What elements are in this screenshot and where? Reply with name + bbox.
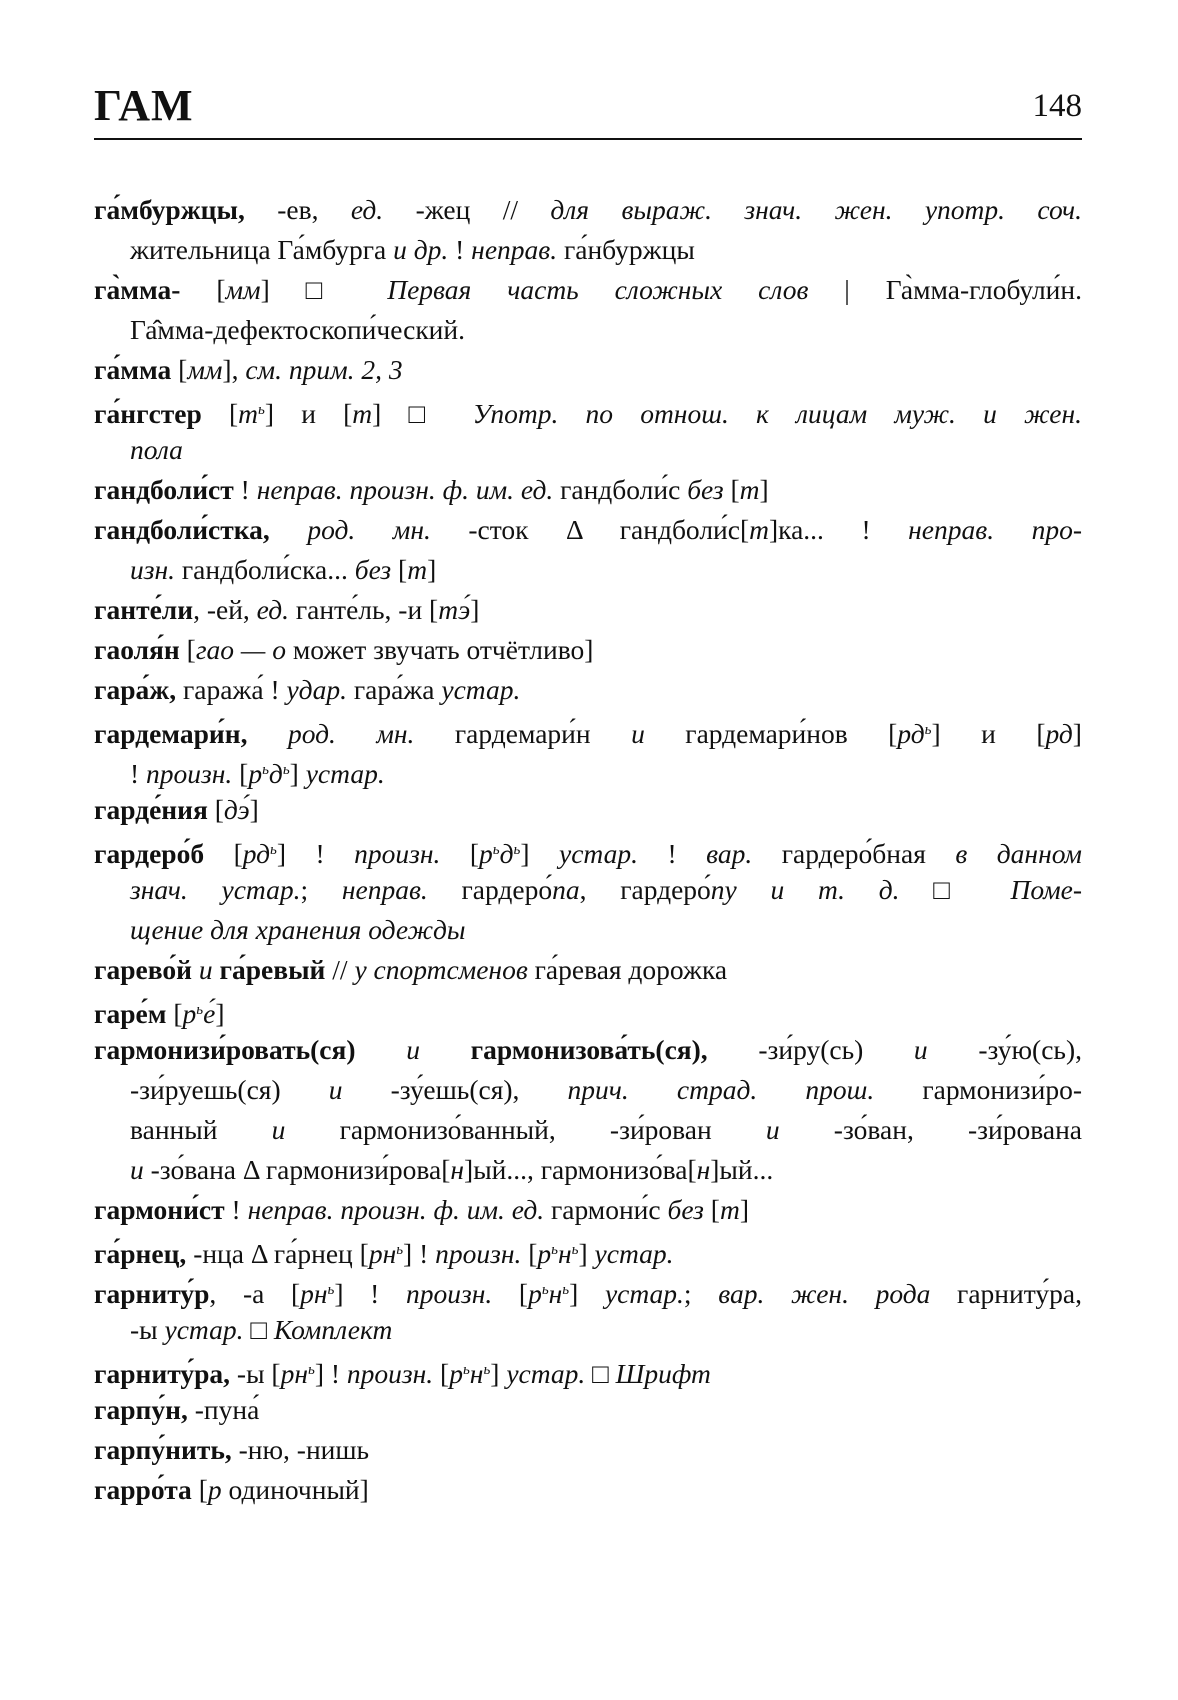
italic-label: без [667,1194,704,1225]
entry-continuation-line [130,1070,1082,1110]
headword: га́нгстер [94,398,202,429]
italic-label: па [552,874,580,905]
italic-label: вар. [706,838,753,869]
soft-sign-superscript: ь [541,1282,549,1298]
entry-text: -зо́вана Δ гармонизи́рова[ [143,1154,451,1185]
entry-line [94,1190,1082,1230]
entry-text: ] [490,1358,507,1389]
entry-line [94,470,1082,510]
entry-line [94,350,1082,390]
entry-text: -нца Δ га́рнец [ [186,1238,369,1269]
entry-text: ]ка... ! [769,514,909,545]
entry-text: -пуна́ [187,1394,260,1425]
entry-text: [ [191,1474,208,1505]
italic-label: т [719,1194,740,1225]
entry-text: ] [578,1238,595,1269]
italic-label: см. прим. 2, 3 [245,354,403,385]
entry-text [420,1034,471,1065]
entry-text: [ [521,1238,538,1269]
entry-text: ], [222,354,246,385]
entry-text: ; [683,1278,719,1309]
entry-text [247,718,287,749]
italic-label: для выраж. знач. жен. употр. соч. [550,194,1082,225]
entry-text: ] ! [403,1238,436,1269]
entry-text: ! [448,234,472,265]
soft-sign-superscript: ь [483,1362,491,1378]
italic-label: ед. [256,594,289,625]
entry-text: гармонизо́ванный, -зи́рован [285,1114,766,1145]
entry-text: [ [207,794,224,825]
headword: гарро́та [94,1474,192,1505]
entry-line [94,1390,1082,1430]
soft-sign-superscript: ь [551,1242,558,1258]
entry-text: -зи́руешь(ся) [130,1074,329,1105]
header-rule [94,138,1082,140]
italic-label: р [182,998,197,1029]
entry-continuation-line [130,1310,1082,1350]
soft-sign-superscript: ь [258,402,265,418]
italic-label: рд [897,718,925,749]
italic-label: гао — о [195,634,287,665]
italic-label: произн. [435,1238,522,1269]
entry-text: ванный [130,1114,272,1145]
entry-text [213,954,220,985]
soft-sign-superscript: ь [396,1242,404,1258]
italic-label: знач. устар. [130,874,301,905]
entry-text: ] [249,794,259,825]
headword: гарево́й [94,954,192,985]
soft-sign-superscript: ь [492,842,500,858]
italic-label: р [449,1358,463,1389]
entry-text: -зу́ю(сь), [927,1034,1082,1065]
entry-line [94,190,1082,230]
running-head: ГАМ [94,81,194,130]
italic-label: вар. жен. рода [718,1278,931,1309]
italic-label: р [537,1238,552,1269]
italic-label: р [207,1474,222,1505]
italic-label: изн. [130,554,175,585]
entry-line [94,1030,1082,1070]
italic-label: н [469,1358,484,1389]
italic-label: удар. [286,674,347,705]
italic-label: без [354,554,392,585]
italic-label: произн. [354,838,441,869]
italic-label: прич. страд. прош. [567,1074,875,1105]
entry-text: -жец // [383,194,551,225]
italic-label: устар. [604,1278,684,1309]
italic-label: д [499,838,514,869]
entry-continuation-line [130,870,1082,910]
entry-text [192,954,199,985]
headword: гаоля́н [94,634,180,665]
headword: гармонизи́ровать(ся) [94,1034,356,1065]
soft-sign-superscript: ь [513,842,521,858]
entry-text: ] □ [260,274,388,305]
entry-line [94,830,1082,870]
entry-text: ] и [ [264,398,353,429]
entry-continuation-line [130,1150,1082,1190]
entry-text: гара́жа [346,674,442,705]
entry-text: ! [224,1194,248,1225]
page-number: 148 [1032,88,1082,124]
entry-text: [ [204,838,243,869]
headword: гармони́ст [94,1194,225,1225]
italic-label: без [687,474,724,505]
headword: гарниту́р [94,1278,210,1309]
entry-text: , -ей, [193,594,257,625]
italic-label: н [450,1154,465,1185]
italic-label: у спортсменов [354,954,528,985]
soft-sign-superscript: ь [462,1362,470,1378]
entry-text: ]ый..., гармонизо́ва[ [464,1154,697,1185]
entry-text: ; [300,874,342,905]
headword: га́мбуржцы, [94,194,245,225]
entry-text: [ [171,354,188,385]
headword: гардемари́н, [94,718,248,749]
entry-continuation-line [130,310,1082,350]
headword: гарде́ния [94,794,208,825]
italic-label: Поме- [1010,874,1082,905]
italic-label: пола [130,434,183,465]
entry-text: одиночный] [221,1474,369,1505]
entry-text: □ [243,1314,274,1345]
entry-line [94,630,1082,670]
italic-label: т [749,514,769,545]
italic-label: н [558,1238,572,1269]
italic-label: Употр. по отнош. к лицам муж. и жен. [472,398,1082,429]
headword: гарпу́н, [94,1394,188,1425]
italic-label: устар. [441,674,521,705]
entry-text: -зу́ешь(ся), [342,1074,568,1105]
italic-label: устар. [559,838,638,869]
italic-label: и [765,1114,780,1145]
italic-label: и [198,954,213,985]
italic-label: т [739,474,760,505]
entry-line [94,1350,1082,1390]
entry-line [94,1470,1082,1510]
entry-text: [ [391,554,408,585]
italic-label: р [479,838,493,869]
entry-text: Га̂мма-дефектоскопи́ческий. [130,314,465,345]
entry-text: гардеро́бная [752,838,956,869]
entry-text: ] ! [314,1358,347,1389]
entry-text: // [325,954,355,985]
italic-label: и [271,1114,286,1145]
entry-line [94,1270,1082,1310]
italic-label: р [528,1278,542,1309]
headword: гарниту́ра, [94,1358,231,1389]
italic-label: тэ́ [438,594,471,625]
entry-text: гармони́с [544,1194,668,1225]
soft-sign-superscript: ь [308,1362,315,1378]
italic-label: е́ [203,998,216,1029]
entry-line [94,670,1082,710]
italic-label: неправ. произн. ф. им. ед. [256,474,554,505]
entry-line [94,710,1082,750]
soft-sign-superscript: ь [282,762,290,778]
soft-sign-superscript: ь [196,1002,204,1018]
italic-label: ед. [350,194,384,225]
italic-label: неправ. про- [908,514,1082,545]
entry-text: га́нбуржцы [557,234,695,265]
headword: гандболи́стка, [94,514,270,545]
entry-text: ] и [ [931,718,1046,749]
entry-text: га́ревая дорожка [527,954,728,985]
italic-label: неправ. [341,874,428,905]
entry-text: ! [130,758,147,789]
italic-label: устар. [305,758,385,789]
headword: гандболи́ст [94,474,234,505]
italic-label: и [913,1034,928,1065]
italic-label: пу [710,874,737,905]
entry-text: ] [569,1278,605,1309]
italic-label: произн. [146,758,233,789]
entry-text: ] [759,474,769,505]
headword: ганте́ли [94,594,194,625]
italic-label: рн [368,1238,397,1269]
entry-text [356,1034,407,1065]
italic-label: т [238,398,259,429]
entry-text: ] □ [372,398,473,429]
italic-label: р [248,758,263,789]
entry-continuation-line [130,430,1082,470]
italic-label: рн [280,1358,308,1389]
italic-label: Комплект [273,1314,393,1345]
entry-text: гармонизи́ро- [874,1074,1082,1105]
headword: га́ревый [219,954,326,985]
headword: га̀мма- [94,274,181,305]
italic-label: и [130,1154,144,1185]
italic-label: род. мн. [287,718,415,749]
entry-line [94,950,1082,990]
entry-continuation-line [130,230,1082,270]
italic-label: щение для хранения одежды [130,914,466,945]
entry-text: [ [433,1358,450,1389]
soft-sign-superscript: ь [924,722,932,738]
italic-label: неправ. произн. ф. им. ед. [247,1194,545,1225]
entry-text: -зи́ру(сь) [707,1034,914,1065]
italic-label: и др. [393,234,449,265]
italic-label: устар. [164,1314,244,1345]
entry-line [94,1230,1082,1270]
italic-label: и [631,718,645,749]
entry-continuation-line [130,550,1082,590]
italic-label: мм [187,354,223,385]
italic-label: рн [300,1278,328,1309]
entry-text: ] [470,594,480,625]
entry-line [94,990,1082,1030]
italic-label: и [406,1034,420,1065]
entry-text: ] [520,838,560,869]
entry-text: | Га̀мма-глобули́н. [808,274,1082,305]
entry-text [270,514,308,545]
italic-label: произн. [346,1358,434,1389]
entry-text: гарниту́ра, [930,1278,1082,1309]
headword: гармонизова́ть(ся), [470,1034,708,1065]
italic-label: и [328,1074,343,1105]
headword: гаре́м [94,998,167,1029]
entry-line [94,1430,1082,1470]
italic-label: в данном [955,838,1082,869]
entry-text: [ [166,998,183,1029]
italic-label: Первая часть сложных слов [387,274,809,305]
italic-label: род. мн. [307,514,431,545]
entry-text: , гардеро́ [579,874,711,905]
italic-label: неправ. [471,234,558,265]
entry-line [94,790,1082,830]
entry-text: -ев, [244,194,351,225]
italic-label: устар. [594,1238,674,1269]
entry-text: [ [723,474,740,505]
entry-text: гандболи́ска... [175,554,355,585]
headword: гара́ж, [94,674,177,705]
entry-text: -сток Δ гандболи́с[ [430,514,750,545]
entry-continuation-line [130,1110,1082,1150]
headword: гарпу́нить, [94,1434,232,1465]
entry-text: ] [215,998,225,1029]
italic-label: произн. [406,1278,493,1309]
entry-text: [ [179,634,196,665]
headword: гардеро́б [94,838,205,869]
entry-line [94,510,1082,550]
entry-text: ] ! [276,838,355,869]
entry-text: [ [232,758,249,789]
entry-text: гардемари́нов [ [644,718,898,749]
entry-text: □ [899,874,1011,905]
entry-text: ] [289,758,306,789]
soft-sign-superscript: ь [571,1242,579,1258]
entry-text: -ы [130,1314,165,1345]
entry-text: гардеро́ [427,874,553,905]
entry-text: [ [703,1194,720,1225]
entry-text: -зо́ван, -зи́рована [779,1114,1082,1145]
entry-text: [ [440,838,480,869]
soft-sign-superscript: ь [262,762,269,778]
entry-text: ганте́ль, -и [ [288,594,439,625]
entry-continuation-line [130,910,1082,950]
entry-text: гардемари́н [414,718,632,749]
italic-label: устар. [506,1358,586,1389]
entry-text: гандболи́с [553,474,688,505]
entry-text: может звучать отчётливо] [286,634,594,665]
entry-text: [ [492,1278,529,1309]
entry-text: ! [233,474,257,505]
entry-line [94,590,1082,630]
soft-sign-superscript: ь [327,1282,335,1298]
entry-line [94,390,1082,430]
italic-label: Шрифт [615,1358,711,1389]
dictionary-entries [94,190,1082,1510]
entry-text: жительница Га́мбурга [130,234,394,265]
entry-text: ]ый... [710,1154,774,1185]
italic-label: д [268,758,283,789]
entry-text: -ню, -нишь [231,1434,370,1465]
italic-label: т [352,398,373,429]
entry-text: -ы [ [230,1358,281,1389]
entry-text: ! [638,838,707,869]
italic-label: н [696,1154,711,1185]
entry-text: ] [427,554,437,585]
entry-text: [ [201,398,239,429]
headword: га́рнец, [94,1238,187,1269]
entry-text: [ [180,274,226,305]
italic-label: т [407,554,428,585]
italic-label: мм [225,274,261,305]
entry-line [94,270,1082,310]
soft-sign-superscript: ь [562,1282,570,1298]
entry-text: ] ! [334,1278,406,1309]
italic-label: и т. д. [770,874,900,905]
italic-label: рд [242,838,271,869]
italic-label: дэ́ [223,794,250,825]
entry-text: ] [739,1194,749,1225]
entry-text: гаража́ ! [176,674,287,705]
entry-text: □ [585,1358,616,1389]
entry-text [737,874,771,905]
italic-label: рд [1045,718,1073,749]
entry-continuation-line [130,750,1082,790]
entry-text: ] [1072,718,1082,749]
headword: га́мма [94,354,172,385]
italic-label: н [548,1278,563,1309]
entry-text: , -а [ [209,1278,301,1309]
soft-sign-superscript: ь [270,842,277,858]
